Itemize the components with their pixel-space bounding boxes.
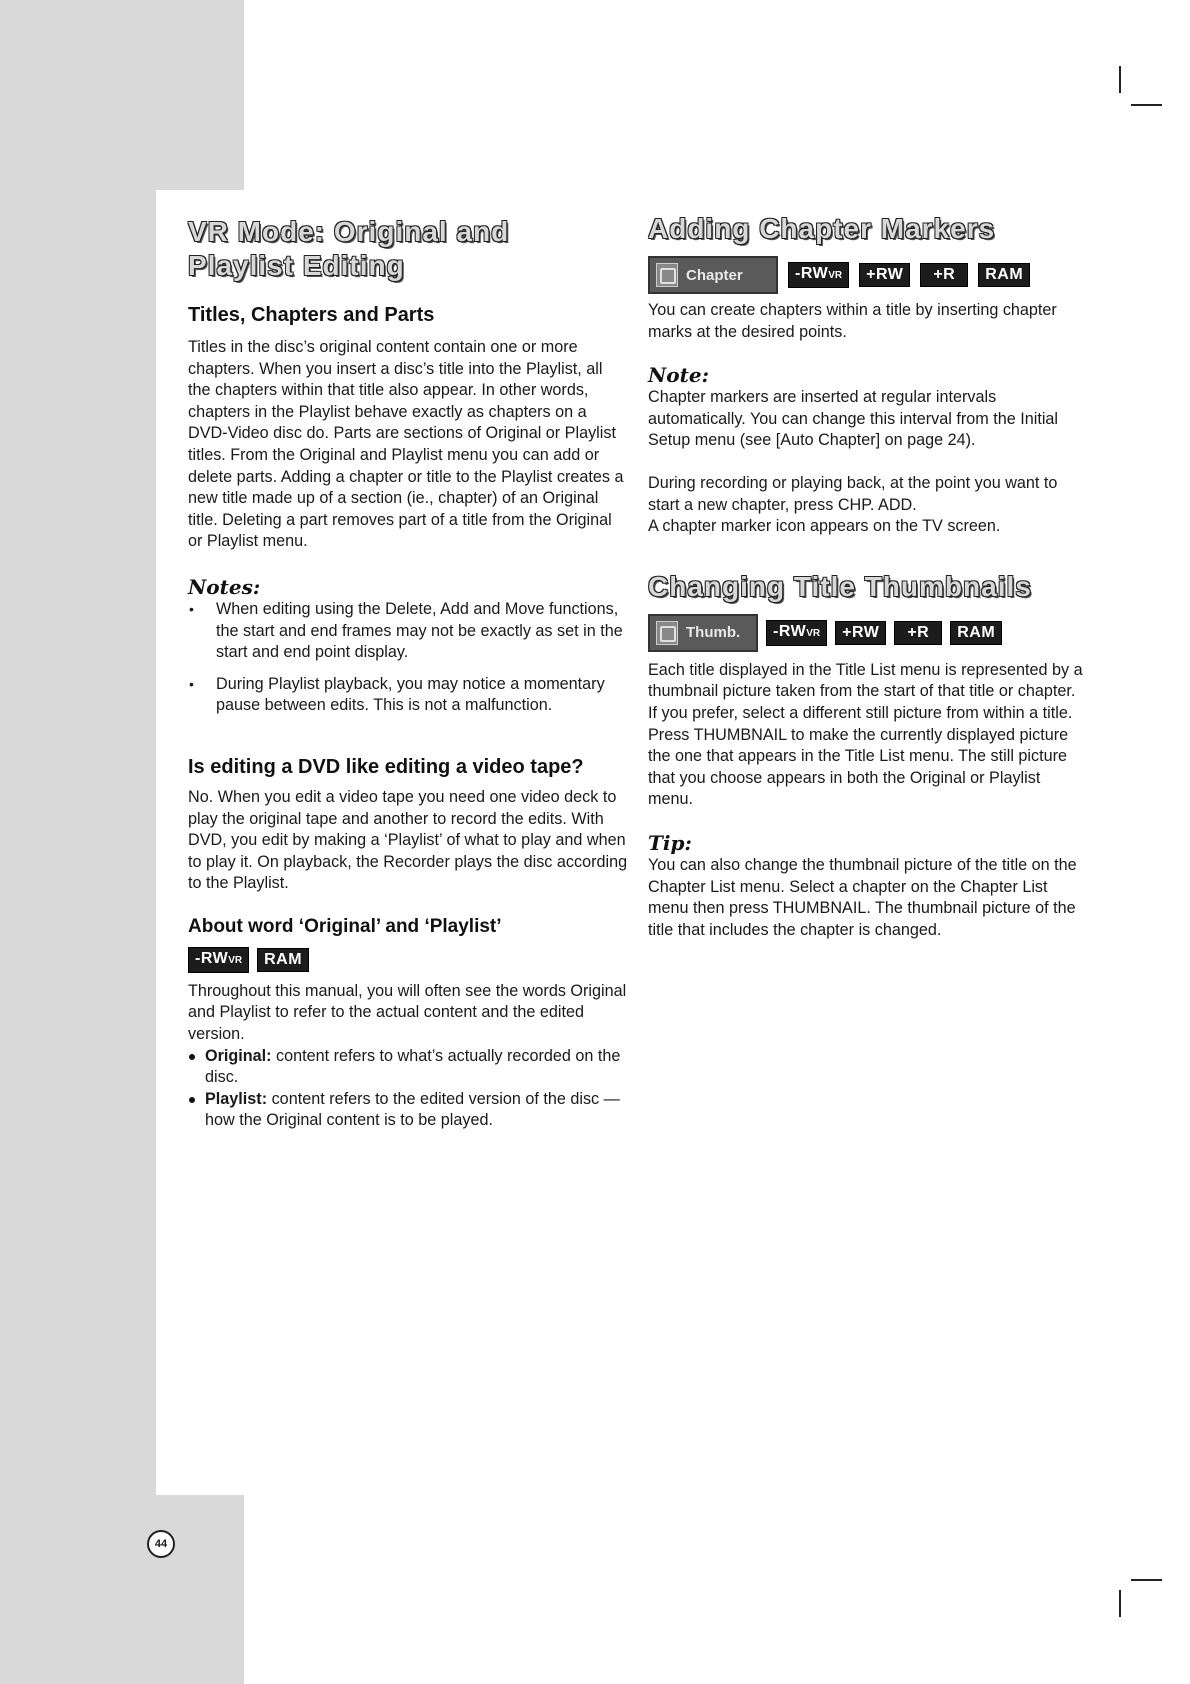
margin-band-left xyxy=(0,190,156,1495)
badge-ram: RAM xyxy=(978,263,1030,287)
crop-mark-top-horizontal xyxy=(1131,104,1162,106)
note-item: • During Playlist playback, you may notice a momentary pause between edits. This is not a malfunction. xyxy=(188,674,628,717)
note-heading: Note: xyxy=(648,363,709,388)
disc-badges xyxy=(188,947,628,973)
titles-chapters-heading: Titles, Chapters and Parts xyxy=(188,304,435,326)
dvd-vs-tape-heading: Is editing a DVD like editing a video tape? xyxy=(188,755,584,778)
badge-rw-vr: -RWVR xyxy=(188,947,249,973)
chapter-markers-note: Chapter markers are inserted at regular intervals automatically. You can change this interval from the Initial Setup menu (see [Auto Chapter] on page 24). xyxy=(648,388,1059,450)
list-item: Original: content refers to what’s actually recorded on the disc. xyxy=(188,1046,628,1089)
right-column xyxy=(648,212,1088,941)
dvd-vs-tape-body: No. When you edit a video tape you need one video deck to play the original tape and another to record the edits. With DVD, you edit by making a ‘Playlist’ of what to play and when to play it. On playback, the Recorder plays the disc according to the Playlist. xyxy=(188,787,628,893)
chapter-menu-chip: Chapter xyxy=(648,256,778,294)
crop-mark-top-vertical xyxy=(1119,66,1121,93)
badge-ram: RAM xyxy=(257,948,309,972)
crop-mark-bottom-vertical xyxy=(1119,1590,1121,1617)
crop-mark-bottom-horizontal xyxy=(1131,1579,1162,1581)
note-item: • When editing using the Delete, Add and Move functions, the start and end frames may not be exactly as set in the start and end point display. xyxy=(188,599,628,664)
titles-chapters-body: Titles in the disc’s original content contain one or more chapters. When you insert a disc’s title into the Playlist, all the chapters within that title also appear. In other words, chapters in the Playlist behave exactly as chapters on a DVD-Video disc do. Parts are sections of Original or Playlist titles. From the Original and Playlist menu you can add or delete parts. Adding a chapter or title to the Playlist creates a new title made up of a section (ie., chapter) of an Original title. Deleting a part removes part of a title from the Original or Playlist menu. xyxy=(188,338,624,551)
badge-ram: RAM xyxy=(950,621,1002,645)
chapter-markers-title: Adding Chapter Markers xyxy=(648,213,996,244)
original-playlist-list xyxy=(188,1046,628,1132)
tip-body: You can also change the thumbnail picture of the title on the Chapter List menu. Select a chapter on the Chapter List menu then press THUMBNAIL. The thumbnail picture of the title that includes the chapter is changed. xyxy=(648,855,1077,939)
camera-icon xyxy=(656,621,678,645)
left-column xyxy=(188,215,628,1132)
thumbnails-body2: If you prefer, select a different still picture from within a title. xyxy=(648,703,1073,722)
badge-plus-rw: +RW xyxy=(859,263,910,287)
thumbnails-badges xyxy=(648,614,1088,652)
original-playlist-heading: About word ‘Original’ and ‘Playlist’ xyxy=(188,915,502,937)
notes-heading: Notes: xyxy=(188,574,261,599)
notes-list xyxy=(188,599,628,717)
margin-band-bottom xyxy=(0,1495,244,1684)
badge-plus-r: +R xyxy=(894,621,942,645)
page-title xyxy=(188,215,628,283)
thumbnails-body1: Each title displayed in the Title List menu is represented by a thumbnail picture taken from the start of that title or chapter. xyxy=(648,660,1083,701)
badge-plus-rw: +RW xyxy=(835,621,886,645)
chapter-markers-body: You can create chapters within a title by inserting chapter marks at the desired points. xyxy=(648,301,1057,341)
margin-band-top xyxy=(0,0,244,190)
page-number: 44 xyxy=(147,1530,175,1558)
tip-heading: Tip: xyxy=(648,830,692,855)
badge-rw-vr: -RWVR xyxy=(788,262,849,288)
thumb-menu-chip: Thumb. xyxy=(648,614,758,652)
chapter-markers-badges xyxy=(648,256,1088,294)
badge-rw-vr: -RWVR xyxy=(766,620,827,646)
chapter-markers-instructions: During recording or playing back, at the point you want to start a new chapter, press CHP. ADD. xyxy=(648,473,1058,514)
badge-plus-r: +R xyxy=(920,263,968,287)
original-playlist-body: Throughout this manual, you will often see the words Original and Playlist to refer to the actual content and the edited version. xyxy=(188,981,627,1044)
list-item: Playlist: content refers to the edited version of the disc — how the Original content is to be played. xyxy=(188,1089,628,1132)
thumbnails-title: Changing Title Thumbnails xyxy=(648,570,1032,602)
film-icon xyxy=(656,263,678,287)
chapter-markers-result: A chapter marker icon appears on the TV screen. xyxy=(648,517,1001,536)
page-title-line2: Playlist Editing xyxy=(188,250,405,281)
thumbnails-body3: Press THUMBNAIL to make the currently displayed picture the one that appears in the Title List menu. The still picture that you choose appears in both the Original or Playlist menu. xyxy=(648,725,1069,809)
page-title-line1: VR Mode: Original and xyxy=(188,216,510,247)
